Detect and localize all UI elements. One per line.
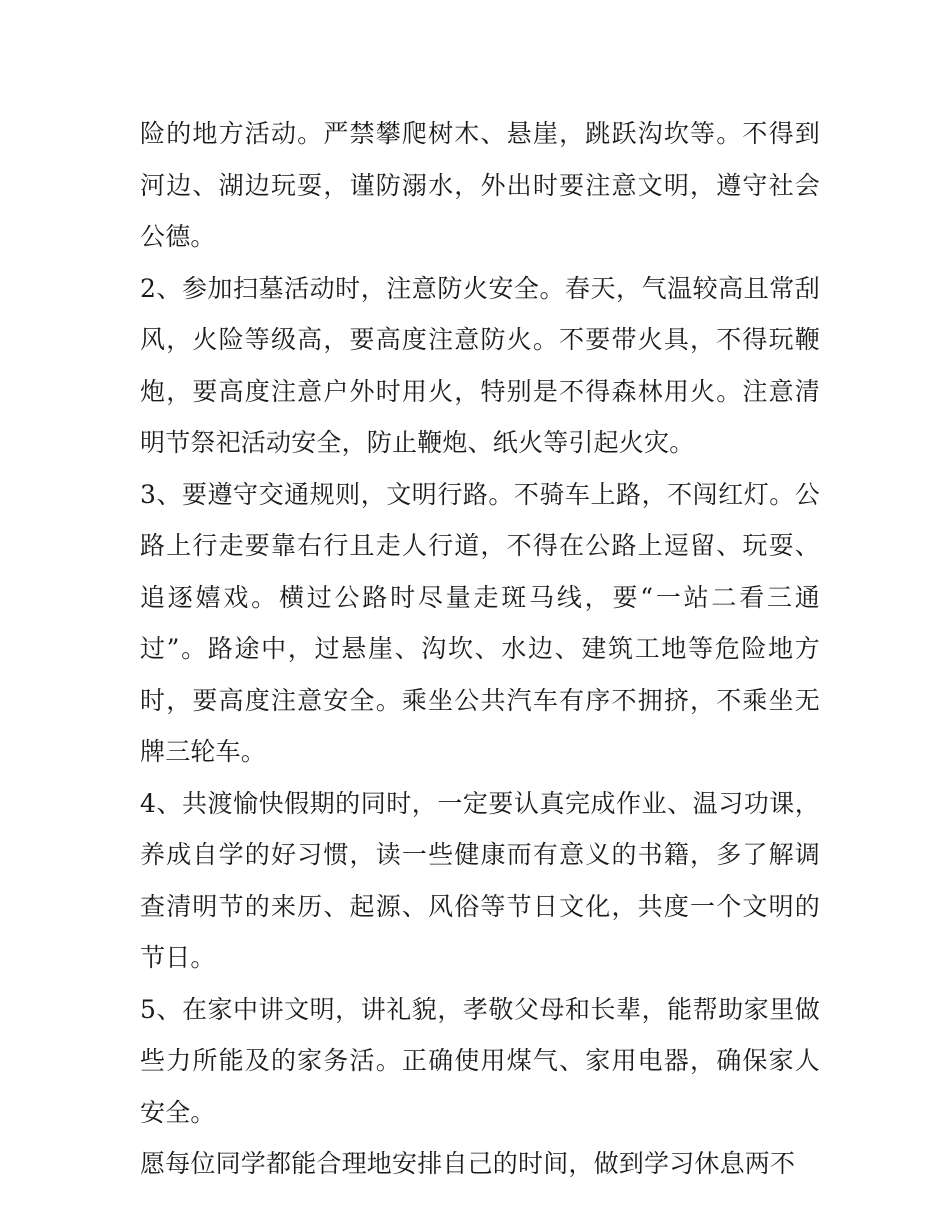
paragraph-item-2: 2、参加扫墓活动时，注意防火安全。春天，气温较高且常刮风，火险等级高，要高度注意防火。不要带火具，不得玩鞭炮，要高度注意户外时用火，特别是不得森林用火。注意清明节祭祀活动安全，防止鞭炮、纸火等引起火灾。 bbox=[140, 273, 820, 457]
paragraph-item-3: 3、要遵守交通规则，文明行路。不骑车上路，不闯红灯。公路上行走要靠右行且走人行道，不得在公路上逗留、玩耍、追逐嬉戏。横过公路时尽量走斑马线，要“一站二看三通过”。路途中，过悬崖、沟坎、水边、建筑工地等危险地方时，要高度注意安全。乘坐公共汽车有序不拥挤，不乘坐无牌三轮车。 bbox=[140, 479, 820, 766]
document-body bbox=[140, 108, 820, 1190]
paragraph-closing: 愿每位同学都能合理地安排自己的时间，做到学习休息两不 bbox=[140, 1149, 796, 1178]
paragraph-item-4: 4、共渡愉快假期的同时，一定要认真完成作业、温习功课，养成自学的好习惯，读一些健康而有意义的书籍，多了解调查清明节的来历、起源、风俗等节日文化，共度一个文明的节日。 bbox=[140, 788, 820, 972]
paragraph-continuation: 险的地方活动。严禁攀爬树木、悬崖，跳跃沟坎等。不得到河边、湖边玩耍，谨防溺水，外出时要注意文明，遵守社会公德。 bbox=[140, 119, 820, 251]
paragraph-item-5: 5、在家中讲文明，讲礼貌，孝敬父母和长辈，能帮助家里做些力所能及的家务活。正确使用煤气、家用电器，确保家人安全。 bbox=[140, 994, 820, 1127]
